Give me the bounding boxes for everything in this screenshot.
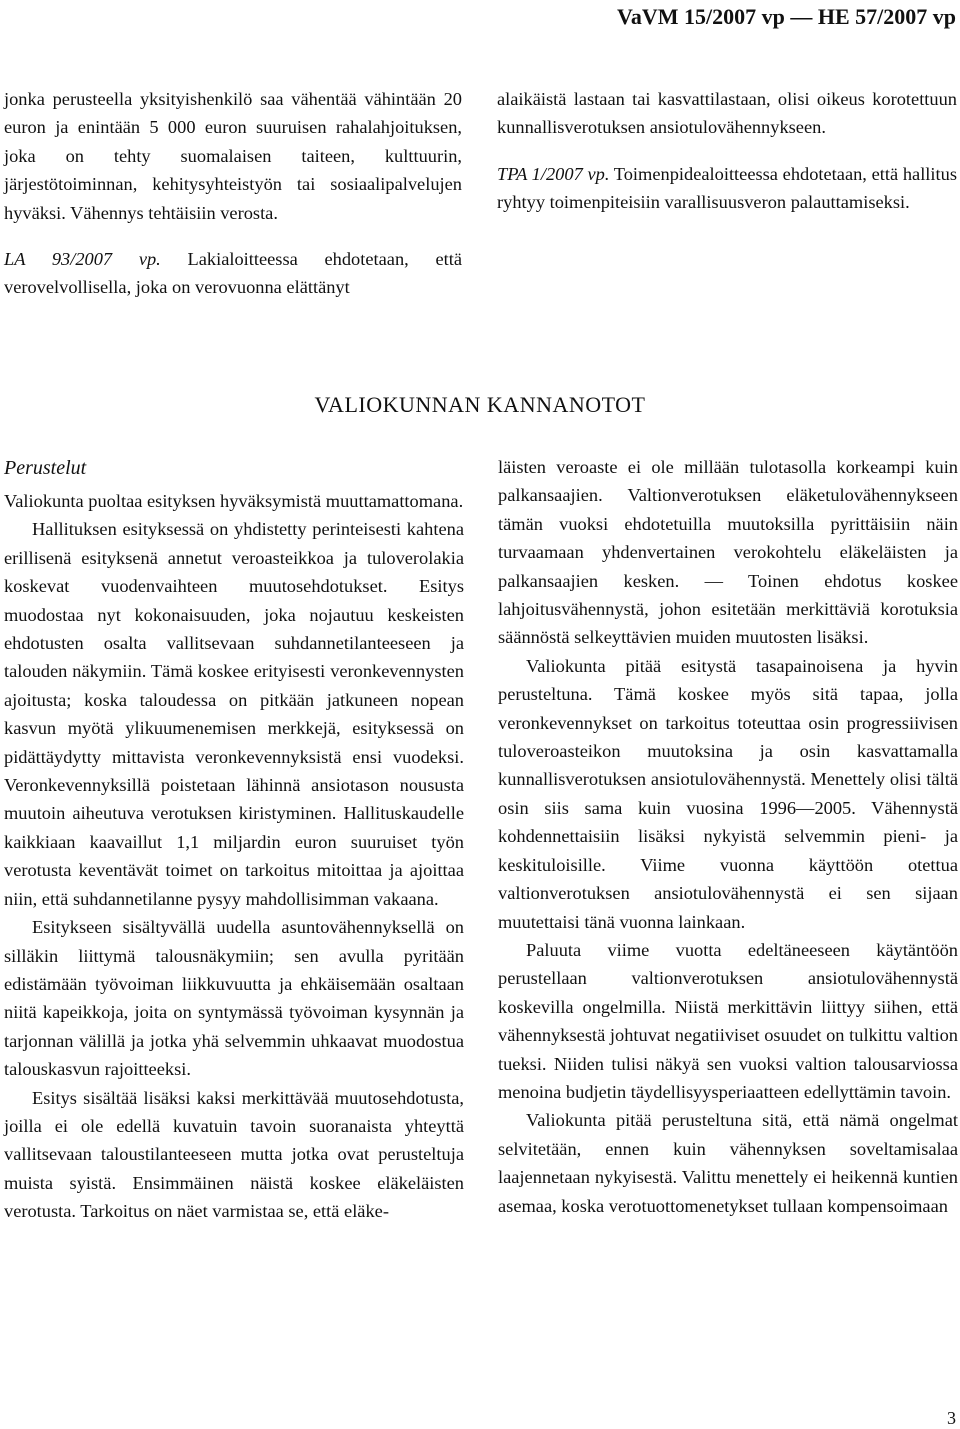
paragraph: Valiokunta puoltaa esityksen hyväksymistä muuttamattomana. <box>4 491 464 511</box>
paragraph: Valiokunta pitää esitystä tasapainoisena ja hyvin perusteltuna. Tämä koskee myös sitä tapaa, jolla veronkevennykset on tarkoitus toteuttaa osin progressiivisen tuloveroasteikon muutoksina ja osin kasvattamalla kunnallisverotuksen ansiotulovähennystä. Menettely olisi tältä osin siis sama kuin vuosina 1996—2005. Vähennystä kohdennettaisiin lisäksi nykyistä selvemmin pieni- ja keskituloisille. Viime vuonna käyttöön otettua valtionverotuksen ansiotulovähennystä ei sen sijaan muutettaisi tänä vuonna lainkaan. <box>498 655 958 932</box>
bottom-right-column <box>498 453 958 1220</box>
paragraph: Valiokunta pitää perusteltuna sitä, että nämä ongelmat selvitetään, ennen kuin vähennyksen soveltamisalaa laajennetaan nykyisestä. Valittu menettely ei heikennä kuntien asemaa, koska verotuottomenetykset tullaan kompensoimaan <box>498 1110 958 1216</box>
paragraph <box>4 245 462 302</box>
paragraph: Esitys sisältää lisäksi kaksi merkittävää muutosehdotusta, joilla ei ole edellä kuvatuin tavoin suoranaista yhteyttä vallitsevaan taloustilanteeseen mutta jotka ovat perusteltuja muista syistä. Ensimmäinen näistä koskee eläkeläisten verotusta. Tarkoitus on näet varmistaa se, että eläke- <box>4 1087 464 1222</box>
paragraph: Hallituksen esityksessä on yhdistetty perinteisesti kahtena erillisenä esityksenä annetut veroasteikkoa ja tuloverolakia koskevat vuodenvaihteen muutosehdotukset. Esitys muodostaa nyt kokonaisuuden, joka nojautuu keskeisten ehdotusten osalta vallitsevaan suhdannetilanteeseen ja talouden näkymiin. Tämä koskee erityisesti veronkevennysten ajoitusta; koska taloudessa on pitkään jatkuneen nopean kasvun myötä ylikuumenemisen merkkejä, esityksessä on pidättäydytty mittavista veronkevennyksistä ensi vuodeksi. Veronkevennyksillä poistetaan lähinnä ansiotason noususta muutoin aiheutuva verotuksen kiristyminen. Hallituskaudelle kaikkiaan kaavaillut 1,1 miljardin euron suuruiset työn verotusta keventävät toimet on tarkoitus mitoittaa ja ajoittaa niin, että suhdannetilanne pysyy mahdollisimman vakaana. <box>4 519 464 909</box>
paragraph: Esitykseen sisältyvällä uudella asuntovähennyksellä on silläkin liittymä talousnäkymiin; sen avulla pyritään edistämään työvoiman liikkuvuutta ja ehkäisemään osaltaan niitä kapeikkoja, joita on syntymässä työvoiman kysynnän ja tarjonnan välillä ja jotka yhä selvemmin uhkaavat muodostua talouskasvun rajoitteeksi. <box>4 917 464 1080</box>
section-title: VALIOKUNNAN KANNANOTOT <box>314 392 646 417</box>
paragraph-text: Lakialoitteessa ehdotetaan, että verovelvollisella, joka on verovuonna elättänyt <box>4 249 462 298</box>
paragraph: alaikäistä lastaan tai kasvattilastaan, olisi oikeus korotettuun kunnallisverotuksen ansiotulovähennykseen. <box>497 89 957 138</box>
page-number: 3 <box>947 1408 956 1428</box>
paragraph: läisten veroaste ei ole millään tulotasolla korkeampi kuin palkansaajien. Valtionverotuksen eläketulovähennykseen tämän vuoksi ehdotetuilla muutoksilla pyrittäisiin näin turvaamaan yhdenvertainen verokohtelu eläkeläisten ja palkansaajien kesken. — Toinen ehdotus koskee lahjoitusvähennystä, johon esitetään merkittäviä korotuksia säännöstä selkeyttävien muiden muutosten lisäksi. <box>498 457 958 648</box>
bottom-left-column <box>4 453 464 1226</box>
running-header: VaVM 15/2007 vp — HE 57/2007 vp <box>616 4 956 29</box>
top-right-column <box>497 85 957 217</box>
subheading: Perustelut <box>4 457 87 479</box>
document-reference: LA 93/2007 vp. <box>4 249 161 270</box>
top-left-column <box>4 85 462 302</box>
document-reference: TPA 1/2007 vp. <box>497 163 610 184</box>
paragraph-text: Toimenpidealoitteessa ehdotetaan, että hallitus ryhtyy toimenpiteisiin varallisuusveron palauttamiseksi. <box>497 163 957 213</box>
paragraph: Paluuta viime vuotta edeltäneeseen käytäntöön perustellaan valtionverotuksen ansiotulovähennystä koskevilla ongelmilla. Niistä merkittävin liittyy siihen, että vähennyksestä johtuvat negatiiviset osuudet on tulkittu valtion tueksi. Niiden tulisi näkyä sen vuoksi valtion talousarviossa menoina budjetin täydellisyysperiaatteen edellyttämin tavoin. <box>498 939 958 1102</box>
paragraph <box>497 160 957 217</box>
paragraph: jonka perusteella yksityishenkilö saa vähentää vähintään 20 euron ja enintään 5 000 euron suuruisen rahalahjoituksen, joka on tehty suomalaisen taiteen, kulttuurin, järjestötoiminnan, kehitysyhteistyön tai sosiaalipalvelujen hyväksi. Vähennys tehtäisiin verosta. <box>4 89 462 223</box>
